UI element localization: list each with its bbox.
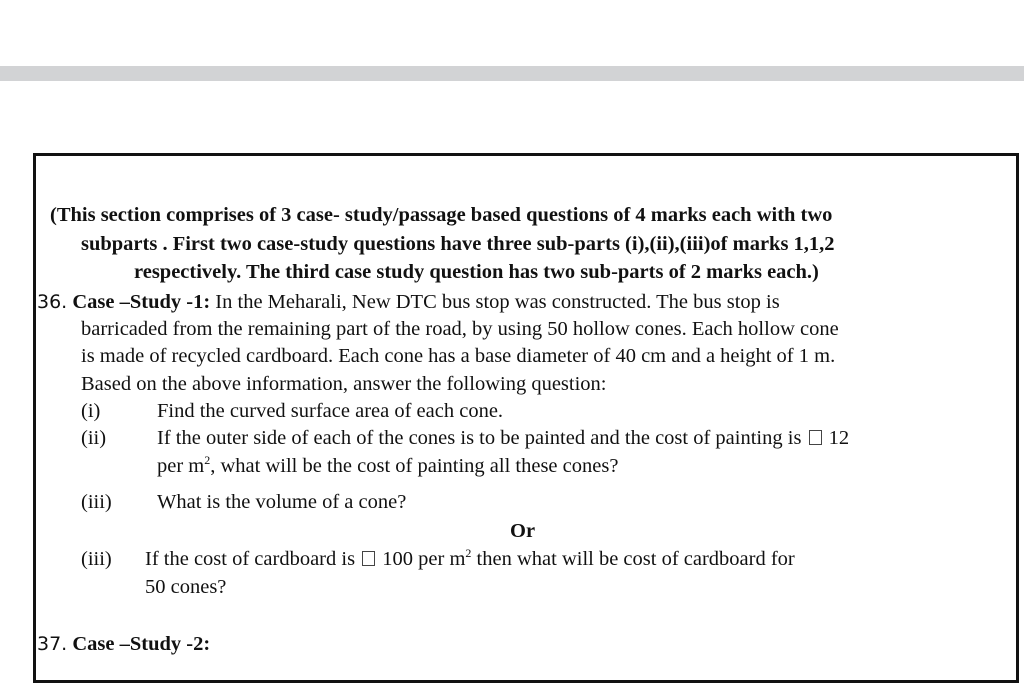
question-text-line-3: is made of recycled cardboard. Each cone has a base diameter of 40 cm and a height of 1 m. xyxy=(81,345,836,367)
top-grey-band xyxy=(0,66,1024,81)
missing-rupee-glyph-icon xyxy=(362,551,375,566)
question-number: 37. xyxy=(37,633,68,655)
alt-subpart-text-b: 100 per m xyxy=(382,548,466,570)
subpart-label: (iii) xyxy=(81,491,112,513)
alt-subpart-text-c: then what will be cost of cardboard for xyxy=(471,548,795,570)
question-number: 36. xyxy=(37,291,68,313)
question-37 xyxy=(37,632,210,656)
section-instructions-line-3: respectively. The third case study question has two sub-parts of 2 marks each.) xyxy=(134,261,819,283)
alt-subpart-label: (iii) xyxy=(81,548,112,570)
superscript: 2 xyxy=(204,453,211,467)
subpart-label: (i) xyxy=(81,400,101,422)
subpart-text xyxy=(157,426,849,450)
subpart-text-c: per m xyxy=(157,455,205,477)
missing-rupee-glyph-icon xyxy=(809,430,822,445)
subpart-text-a: If the outer side of each of the cones is to be painted and the cost of painting is xyxy=(157,427,802,449)
subpart-text-continued xyxy=(157,454,618,478)
subpart-text: Find the curved surface area of each cone. xyxy=(157,400,504,422)
section-instructions-line-1: (This section comprises of 3 case- study/passage based questions of 4 marks each with two xyxy=(50,204,833,226)
subpart-label: (ii) xyxy=(81,427,107,449)
question-text-line-4: Based on the above information, answer the following question: xyxy=(81,373,607,395)
alt-subpart-text-continued: 50 cones? xyxy=(145,576,227,598)
question-36 xyxy=(37,290,780,314)
question-title: Case –Study -2: xyxy=(72,633,211,655)
subpart-text: What is the volume of a cone? xyxy=(157,491,407,513)
alt-subpart-text-a: If the cost of cardboard is xyxy=(145,548,356,570)
section-instructions-line-2: subparts . First two case-study questions have three sub-parts (i),(ii),(iii)of marks 1,1,2 xyxy=(81,233,835,255)
question-text-line-1: In the Meharali, New DTC bus stop was constructed. The bus stop is xyxy=(210,291,780,313)
subpart-text-d: , what will be the cost of painting all these cones? xyxy=(210,455,619,477)
or-separator: Or xyxy=(510,520,536,542)
subpart-text-b: 12 xyxy=(828,427,850,449)
question-text-line-2: barricaded from the remaining part of the road, by using 50 hollow cones. Each hollow cone xyxy=(81,318,839,340)
superscript: 2 xyxy=(465,546,472,560)
alt-subpart-text xyxy=(145,547,795,571)
question-title: Case –Study -1: xyxy=(72,291,211,313)
